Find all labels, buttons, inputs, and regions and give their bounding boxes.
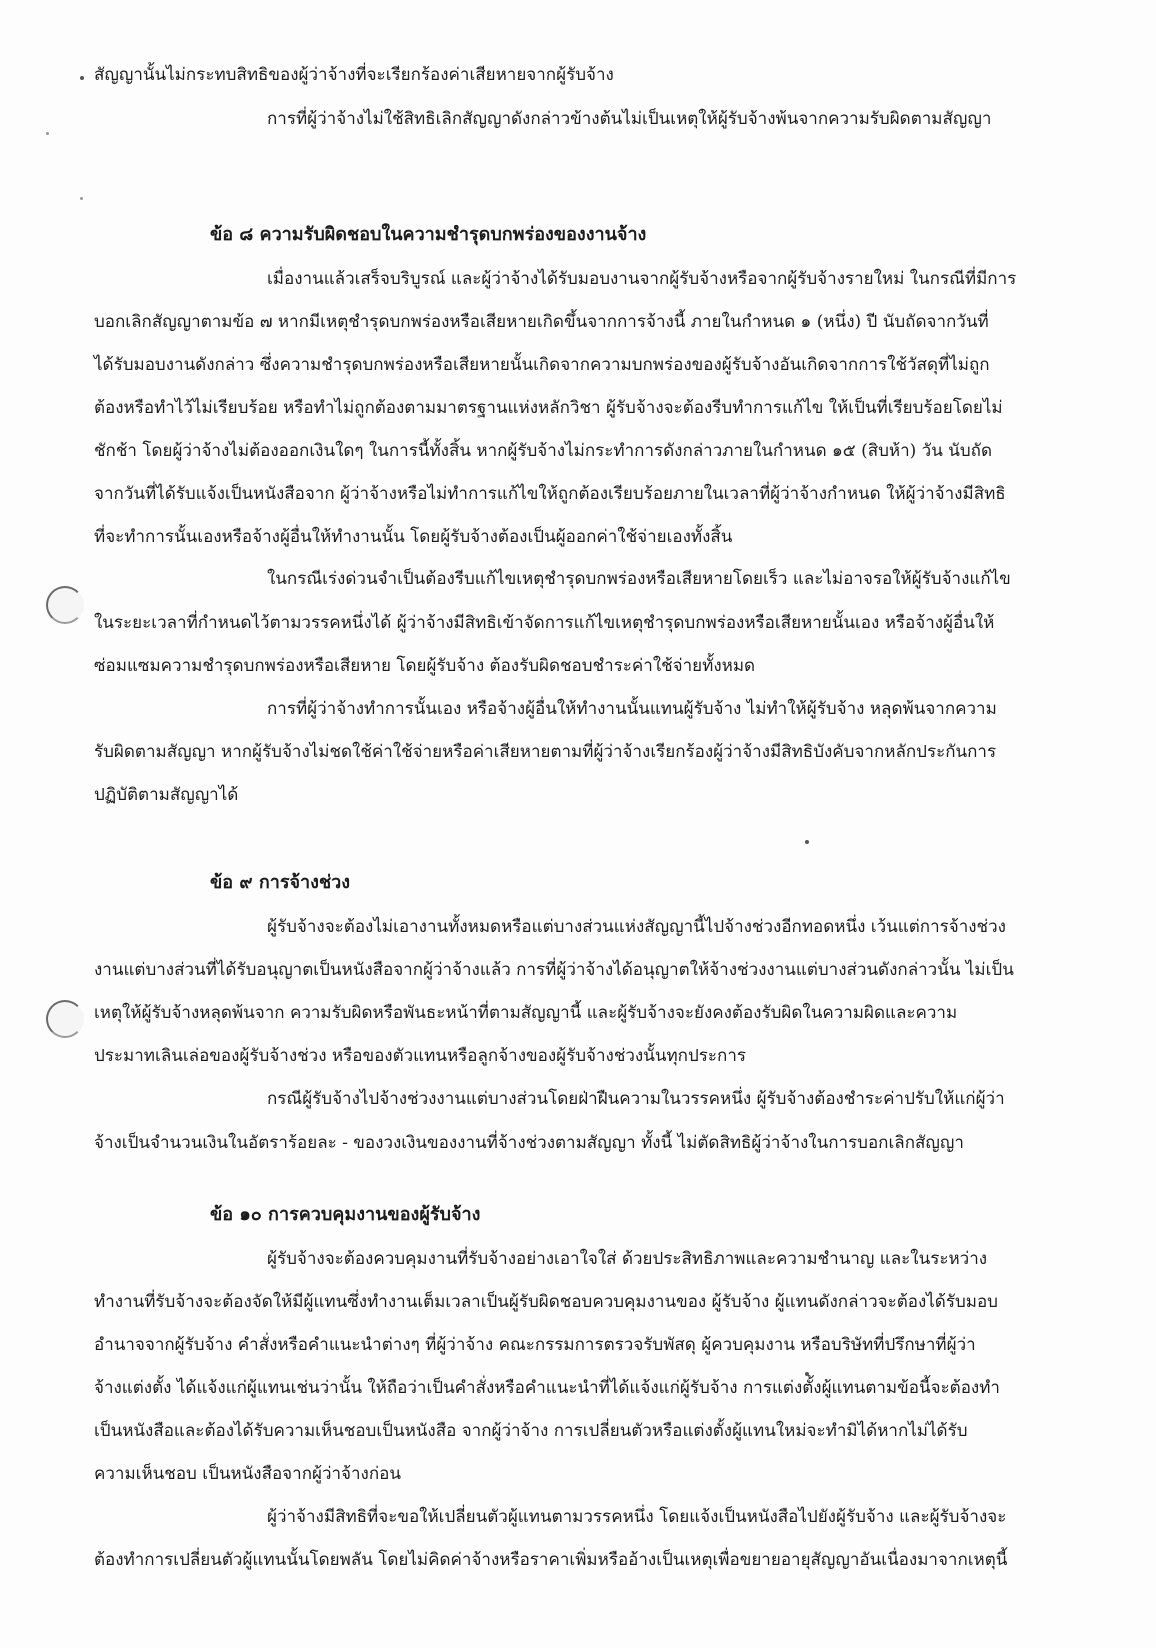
clause-8-para-1-line: ที่จะทำการนั้นเองหรือจ้างผู้อื่นให้ทำงานนั้น โดยผู้รับจ้างต้องเป็นผู้ออกค่าใช้จ่ายเองทั้งสิ้น — [94, 527, 733, 547]
clause-8-para-3-line: ปฏิบัติตามสัญญาได้ — [94, 785, 239, 805]
clause-10-para-1-line: จ้างแต่งตั้ง ได้แจ้งแก่ผู้แทนเช่นว่านั้น ให้ถือว่าเป็นคำสั่งหรือคำแนะนำที่ได้แจ้งแก่ผู้รับจ้าง การแต่งตั้งผู้แทนตามข้อนี้จะต้องทำ — [94, 1378, 1000, 1398]
scan-speck — [805, 840, 809, 844]
clause-10-para-1-line: เป็นหนังสือและต้องได้รับความเห็นชอบเป็นหนังสือ จากผู้ว่าจ้าง การเปลี่ยนตัวหรือแต่งตั้งผู้แทนใหม่จะทำมิได้หากไม่ได้รับ — [94, 1421, 968, 1441]
clause-8-para-1-line: บอกเลิกสัญญาตามข้อ ๗ หากมีเหตุชำรุดบกพร่องหรือเสียหายเกิดขึ้นจากการจ้างนี้ ภายในกำหนด ๑ (หนึ่ง) ปี นับถัดจากวันที่ — [94, 312, 989, 332]
clause-9-para-2-line: จ้างเป็นจำนวนเงินในอัตราร้อยละ - ของวงเงินของงานที่จ้างช่วงตามสัญญา ทั้งนี้ ไม่ตัดสิทธิผู้ว่าจ้างในการบอกเลิกสัญญา — [94, 1133, 964, 1153]
intro-line: สัญญานั้นไม่กระทบสิทธิของผู้ว่าจ้างที่จะเรียกร้องค่าเสียหายจากผู้รับจ้าง — [94, 65, 614, 85]
clause-10-para-1-line: ผู้รับจ้างจะต้องควบคุมงานที่รับจ้างอย่างเอาใจใส่ ด้วยประสิทธิภาพและความชำนาญ และในระหว่าง — [267, 1249, 988, 1269]
clause-10-para-1-line: ความเห็นชอบ เป็นหนังสือจากผู้ว่าจ้างก่อน — [94, 1464, 401, 1484]
clause-8-para-3-line: รับผิดตามสัญญา หากผู้รับจ้างไม่ชดใช้ค่าใช้จ่ายหรือค่าเสียหายตามที่ผู้ว่าจ้างเรียกร้องผู้ว่าจ้างมีสิทธิบังคับจากหลักประกันการ — [94, 742, 997, 762]
clause-8-para-3-line: การที่ผู้ว่าจ้างทำการนั้นเอง หรือจ้างผู้อื่นให้ทำงานนั้นแทนผู้รับจ้าง ไม่ทำให้ผู้รับจ้าง หลุดพ้นจากความ — [267, 699, 997, 719]
clause-8-heading: ข้อ ๘ ความรับผิดชอบในความชำรุดบกพร่องของงานจ้าง — [210, 224, 647, 245]
clause-9-para-2-line: กรณีผู้รับจ้างไปจ้างช่วงงานแต่บางส่วนโดยฝ่าฝืนความในวรรคหนึ่ง ผู้รับจ้างต้องชำระค่าปรับให้แก่ผู้ว่า — [267, 1089, 1005, 1109]
clause-8-para-2-line: ซ่อมแซมความชำรุดบกพร่องหรือเสียหาย โดยผู้รับจ้าง ต้องรับผิดชอบชำระค่าใช้จ่ายทั้งหมด — [94, 656, 756, 676]
clause-8-para-2-line: ในระยะเวลาที่กำหนดไว้ตามวรรคหนึ่งได้ ผู้ว่าจ้างมีสิทธิเข้าจัดการแก้ไขเหตุชำรุดบกพร่องหรือเสียหายนั้นเอง หรือจ้างผู้อื่นให้ — [94, 613, 995, 633]
punch-hole — [46, 1000, 84, 1038]
clause-8-para-1-line: ได้รับมอบงานดังกล่าว ซึ่งความชำรุดบกพร่องหรือเสียหายนั้นเกิดจากความบกพร่องของผู้รับจ้างอันเกิดจากการใช้วัสดุที่ไม่ถูก — [94, 355, 990, 375]
scan-speck — [80, 197, 83, 200]
clause-10-para-1-line: อำนาจจากผู้รับจ้าง คำสั่งหรือคำแนะนำต่างๆ ที่ผู้ว่าจ้าง คณะกรรมการตรวจรับพัสดุ ผู้ควบคุมงาน หรือบริษัทที่ปรึกษาที่ผู้ว่า — [94, 1335, 976, 1355]
clause-8-para-1-line: ชักช้า โดยผู้ว่าจ้างไม่ต้องออกเงินใดๆ ในการนี้ทั้งสิ้น หากผู้รับจ้างไม่กระทำการดังกล่าวภายในกำหนด ๑๕ (สิบห้า) วัน นับถัด — [94, 441, 992, 461]
clause-9-para-1-line: งานแต่บางส่วนที่ได้รับอนุญาตเป็นหนังสือจากผู้ว่าจ้างแล้ว การที่ผู้ว่าจ้างได้อนุญาตให้จ้างช่วงงานแต่บางส่วนดังกล่าวนั้น ไม่เป็น — [94, 960, 1014, 980]
clause-10-heading: ข้อ ๑๐ การควบคุมงานของผู้รับจ้าง — [210, 1204, 481, 1225]
clause-9-heading: ข้อ ๙ การจ้างช่วง — [210, 872, 351, 893]
scan-speck — [46, 132, 49, 135]
clause-8-para-1-line: ต้องหรือทำไว้ไม่เรียบร้อย หรือทำไม่ถูกต้องตามมาตรฐานแห่งหลักวิชา ผู้รับจ้างจะต้องรีบทำการแก้ไข ให้เป็นที่เรียบร้อยโดยไม่ — [94, 398, 1003, 418]
clause-10-para-2-line: ต้องทำการเปลี่ยนตัวผู้แทนนั้นโดยพลัน โดยไม่คิดค่าจ้างหรือราคาเพิ่มหรืออ้างเป็นเหตุเพื่อขยายอายุสัญญาอันเนื่องมาจากเหตุนี้ — [94, 1550, 1008, 1570]
clause-9-para-1-line: ประมาทเลินเล่อของผู้รับจ้างช่วง หรือของตัวแทนหรือลูกจ้างของผู้รับจ้างช่วงนั้นทุกประการ — [94, 1046, 746, 1066]
scan-speck — [80, 76, 84, 80]
clause-9-para-1-line: ผู้รับจ้างจะต้องไม่เอางานทั้งหมดหรือแต่บางส่วนแห่งสัญญานี้ไปจ้างช่วงอีกทอดหนึ่ง เว้นแต่การจ้างช่วง — [267, 917, 1006, 937]
intro-line: การที่ผู้ว่าจ้างไม่ใช้สิทธิเลิกสัญญาดังกล่าวข้างต้นไม่เป็นเหตุให้ผู้รับจ้างพ้นจากความรับผิดตามสัญญา — [267, 109, 992, 129]
clause-8-para-1-line: เมื่องานแล้วเสร็จบริบูรณ์ และผู้ว่าจ้างได้รับมอบงานจากผู้รับจ้างหรือจากผู้รับจ้างรายใหม่ ในกรณีที่มีการ — [267, 269, 1017, 289]
clause-9-para-1-line: เหตุให้ผู้รับจ้างหลุดพ้นจาก ความรับผิดหรือพันธะหน้าที่ตามสัญญานี้ และผู้รับจ้างจะยังคงต้องรับผิดในความผิดและความ — [94, 1003, 958, 1023]
clause-10-para-1-line: ทำงานที่รับจ้างจะต้องจัดให้มีผู้แทนซึ่งทำงานเต็มเวลาเป็นผู้รับผิดชอบควบคุมงานของ ผู้รับจ้าง ผู้แทนดังกล่าวจะต้องได้รับมอบ — [94, 1292, 998, 1312]
punch-hole — [46, 586, 84, 624]
clause-10-para-2-line: ผู้ว่าจ้างมีสิทธิที่จะขอให้เปลี่ยนตัวผู้แทนตามวรรคหนึ่ง โดยแจ้งเป็นหนังสือไปยังผู้รับจ้าง และผู้รับจ้างจะ — [267, 1507, 1007, 1527]
clause-8-para-2-line: ในกรณีเร่งด่วนจำเป็นต้องรีบแก้ไขเหตุชำรุดบกพร่องหรือเสียหายโดยเร็ว และไม่อาจรอให้ผู้รับจ้างแก้ไข — [267, 569, 1011, 589]
clause-8-para-1-line: จากวันที่ได้รับแจ้งเป็นหนังสือจาก ผู้ว่าจ้างหรือไม่ทำการแก้ไขให้ถูกต้องเรียบร้อยภายในเวลาที่ผู้ว่าจ้างกำหนด ให้ผู้ว่าจ้างมีสิทธิ — [94, 484, 1006, 504]
